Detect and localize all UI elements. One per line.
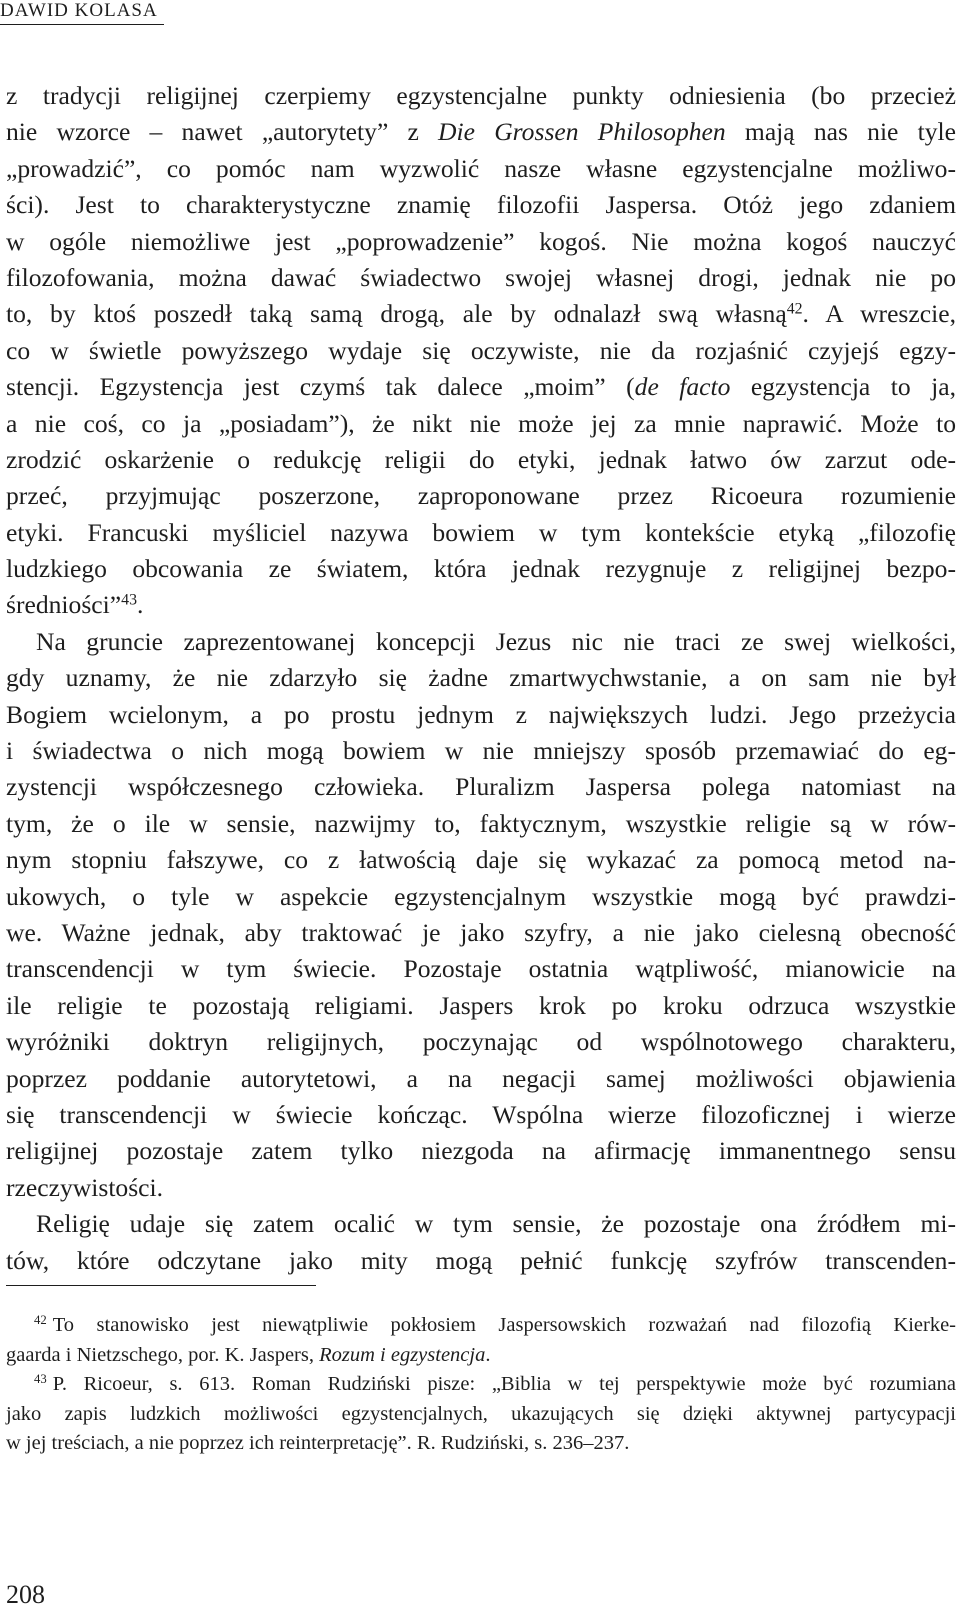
text-line: Religię udaje się zatem ocalić w tym sensie, że pozostaje ona źródłem mi- [36, 1209, 956, 1239]
text-line: religijnej pozostaje zatem tylko niezgoda na afirmację immanentnego sensu [6, 1136, 956, 1166]
text-line: z tradycji religijnej czerpiemy egzystencjalne punkty odniesienia (bo przecież [6, 81, 956, 110]
text-line: transcendencji w tym świecie. Pozostaje ostatnia wątpliwość, mianowicie na [6, 954, 956, 984]
text-line: zystencji współczesnego człowieka. Pluralizm Jaspersa polega natomiast na [6, 772, 956, 802]
text-line: ludzkiego obcowania ze światem, która jednak rezygnuje z religijnej bezpo- [6, 554, 956, 584]
footnote-ref-43: 43 [121, 591, 137, 609]
footnote-line: jako zapis ludzkich możliwości egzystencjalnych, ukazujących się dzięki aktywnej partycypacji [6, 1402, 956, 1425]
text-line: Bogiem wcielonym, a po prostu jednym z największych ludzi. Jego przeżycia [6, 699, 956, 729]
text-line: a nie coś, co ja „posiadam”), że nikt nie może jej za mnie naprawić. Może to [6, 408, 956, 438]
footnote-line: gaarda i Nietzschego, por. K. Jaspers, Rozum i egzystencja. [6, 1343, 491, 1366]
text-line: wyróżniki doktryn religijnych, poczynając od wspólnotowego charakteru, [6, 1027, 956, 1057]
footnote-ref-42: 42 [786, 300, 803, 318]
text-line: się transcendencji w świecie kończąc. Wspólna wierze filozoficznej i wierze [6, 1099, 956, 1129]
footnotes [6, 1311, 956, 1459]
text-line: co w świetle powyższego wydaje się oczywiste, nie da rozjaśnić czyjejś egzy- [6, 335, 956, 365]
text-line: poprzez poddanie autorytetowi, a na negacji samej możliwości objawienia [6, 1063, 956, 1093]
text-line: „prowadzić”, co pomóc nam wyzwolić nasze własne egzystencjalne możliwo- [6, 153, 956, 183]
text-line: stencji. Egzystencja jest czymś tak dalece „moim” (de facto egzystencja to ja, [6, 372, 957, 402]
footnote-42: $^{42}$ To stanowisko jest niewątpliwie pokłosiem Jaspersowskich rozważań nad filozofią Kierke- [34, 1313, 956, 1336]
text-line: i świadectwa o nich mogą bowiem w nie mniejszy sposób przemawiać do eg- [6, 736, 956, 766]
footnote-number: 42 [34, 1313, 47, 1328]
text-line: Na gruncie zaprezentowanej koncepcji Jezus nic nie traci ze swej wielkości, [36, 626, 956, 656]
page-number: 208 [6, 1580, 45, 1609]
text-line: rzeczywistości. [6, 1172, 164, 1202]
running-header-author: DAWID KOLASA [0, 0, 164, 25]
footnote-43: $^{43}$ P. Ricoeur, s. 613. Roman Rudziński pisze: „Biblia w tej perspektywie może być rozumiana [34, 1372, 956, 1395]
text-line: filozofowania, można dawać świadectwo swojej własnej drogi, jednak nie po [6, 262, 956, 292]
text-line: ile religie te pozostają religiami. Jaspers krok po kroku odrzuca wszystkie [6, 990, 956, 1020]
text-line: ści). Jest to charakterystyczne znamię filozofii Jaspersa. Otóż jego zdaniem [6, 190, 956, 220]
text-line: zrodzić oskarżenie o redukcję religii do etyki, jednak łatwo ów zarzut ode- [6, 444, 956, 474]
text-line: to, by ktoś poszedł taką samą drogą, ale by odnalazł swą własną$^{42}$. A wreszcie, [6, 299, 956, 329]
text-line: etyki. Francuski myśliciel nazywa bowiem w tym kontekście etyką „filozofię [6, 517, 956, 547]
text-line: nie wzorce – nawet „autorytety” z Die Grossen Philosophen mają nas nie tyle [6, 117, 956, 147]
text-line: przeć, przyjmując poszerzone, zaproponowane przez Ricoeura rozumienie [6, 481, 956, 511]
footnote-separator [6, 1285, 316, 1286]
running-header [0, 0, 164, 22]
body-text [6, 78, 956, 1279]
text-line: tym, że o ile w sensie, nazwijmy to, faktycznym, wszystkie religie są w rów- [6, 808, 956, 838]
text-line: tów, które odczytane jako mity mogą pełnić funkcję szyfrów transcenden- [6, 1245, 956, 1275]
text-line: w ogóle niemożliwe jest „poprowadzenie” kogoś. Nie można kogoś nauczyć [6, 226, 956, 256]
text-line: ukowych, o tyle w aspekcie egzystencjalnym wszystkie mogą być prawdzi- [6, 881, 956, 911]
text-line: gdy uznamy, że nie zdarzyło się żadne zmartwychwstanie, a on sam nie był [6, 663, 956, 693]
text-line: we. Ważne jednak, aby traktować je jako szyfry, a nie jako cielesną obecność [6, 917, 956, 947]
footnote-line: w jej treściach, a nie poprzez ich reinterpretację”. R. Rudziński, s. 236–237. [6, 1432, 630, 1454]
footnote-number: 43 [34, 1372, 47, 1387]
text-line: średniości”$^{43}$. [6, 590, 144, 620]
text-line: nym stopniu fałszywe, co z łatwością daje się wykazać za pomocą metod na- [6, 845, 956, 875]
